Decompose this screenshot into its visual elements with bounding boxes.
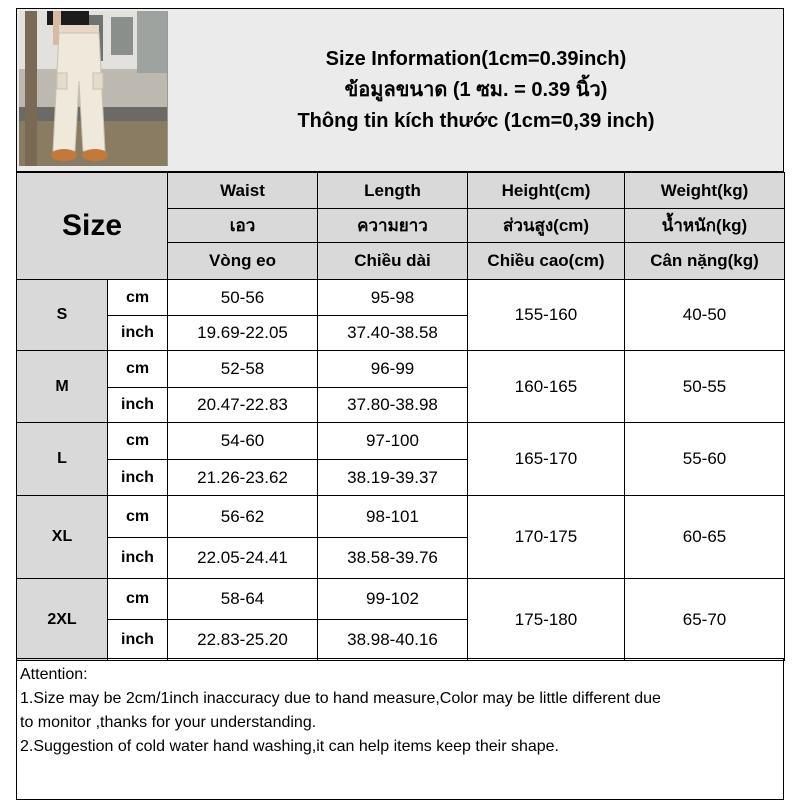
- size-label: L: [17, 423, 108, 496]
- size-table: [16, 172, 785, 661]
- waist-header-vi: Vòng eo: [168, 243, 318, 280]
- height-header-en: Height(cm): [468, 173, 625, 209]
- table-row: [17, 351, 785, 388]
- height-range: 155-160: [468, 280, 625, 351]
- table-row: [17, 496, 785, 538]
- attention-line-1: 1.Size may be 2cm/1inch inaccuracy due to hand measure,Color may be little different due: [20, 690, 661, 707]
- header-row-english: [17, 173, 785, 209]
- waist-header-en: Waist: [168, 173, 318, 209]
- attention-line-3: 2.Suggestion of cold water hand washing,it can help items keep their shape.: [20, 738, 559, 755]
- size-label: XL: [17, 496, 108, 579]
- size-chart-header: [16, 8, 784, 172]
- weight-range: 60-65: [625, 496, 785, 579]
- title-thai: ข้อมูลขนาด (1 ซม. = 0.39 นิ้ว): [344, 79, 608, 101]
- length-inch: 38.19-39.37: [318, 460, 468, 496]
- weight-header-en: Weight(kg): [625, 173, 785, 209]
- length-header-th: ความยาว: [318, 209, 468, 243]
- length-cm: 95-98: [318, 280, 468, 316]
- waist-inch: 19.69-22.05: [168, 316, 318, 351]
- length-header-vi: Chiều dài: [318, 243, 468, 280]
- length-inch: 37.80-38.98: [318, 388, 468, 423]
- size-chart: [16, 8, 784, 800]
- length-inch: 37.40-38.58: [318, 316, 468, 351]
- height-range: 165-170: [468, 423, 625, 496]
- waist-inch: 20.47-22.83: [168, 388, 318, 423]
- size-label: 2XL: [17, 579, 108, 661]
- weight-header-th: น้ำหนัก(kg): [625, 209, 785, 243]
- waist-cm: 56-62: [168, 496, 318, 538]
- product-photo-illustration: [19, 11, 167, 166]
- product-photo: [19, 11, 168, 166]
- attention-notes: [16, 658, 784, 800]
- weight-range: 65-70: [625, 579, 785, 661]
- length-cm: 96-99: [318, 351, 468, 388]
- length-inch: 38.58-39.76: [318, 538, 468, 579]
- title-english: Size Information(1cm=0.39inch): [325, 48, 627, 70]
- waist-cm: 54-60: [168, 423, 318, 460]
- unit-inch: inch: [108, 620, 168, 661]
- table-row: [17, 579, 785, 620]
- waist-cm: 50-56: [168, 280, 318, 316]
- length-cm: 99-102: [318, 579, 468, 620]
- size-label: S: [17, 280, 108, 351]
- unit-inch: inch: [108, 460, 168, 496]
- unit-cm: cm: [108, 496, 168, 538]
- unit-inch: inch: [108, 538, 168, 579]
- height-range: 170-175: [468, 496, 625, 579]
- weight-range: 55-60: [625, 423, 785, 496]
- length-cm: 98-101: [318, 496, 468, 538]
- height-range: 160-165: [468, 351, 625, 423]
- unit-cm: cm: [108, 280, 168, 316]
- attention-heading: Attention:: [20, 666, 88, 683]
- length-cm: 97-100: [318, 423, 468, 460]
- length-inch: 38.98-40.16: [318, 620, 468, 661]
- length-header-en: Length: [318, 173, 468, 209]
- height-header-vi: Chiều cao(cm): [468, 243, 625, 280]
- height-range: 175-180: [468, 579, 625, 661]
- attention-line-2: to monitor ,thanks for your understanding.: [20, 714, 317, 731]
- height-header-th: ส่วนสูง(cm): [468, 209, 625, 243]
- weight-range: 40-50: [625, 280, 785, 351]
- table-row: [17, 423, 785, 460]
- unit-inch: inch: [108, 316, 168, 351]
- waist-inch: 21.26-23.62: [168, 460, 318, 496]
- weight-header-vi: Cân nặng(kg): [625, 243, 785, 280]
- unit-cm: cm: [108, 579, 168, 620]
- title-vietnamese: Thông tin kích thước (1cm=0,39 inch): [297, 110, 655, 132]
- waist-cm: 58-64: [168, 579, 318, 620]
- waist-cm: 52-58: [168, 351, 318, 388]
- size-label: M: [17, 351, 108, 423]
- waist-inch: 22.05-24.41: [168, 538, 318, 579]
- waist-header-th: เอว: [168, 209, 318, 243]
- table-row: [17, 280, 785, 316]
- unit-cm: cm: [108, 351, 168, 388]
- weight-range: 50-55: [625, 351, 785, 423]
- unit-inch: inch: [108, 388, 168, 423]
- waist-inch: 22.83-25.20: [168, 620, 318, 661]
- size-info-titles: [169, 9, 783, 171]
- unit-cm: cm: [108, 423, 168, 460]
- size-column-header: Size: [17, 173, 168, 280]
